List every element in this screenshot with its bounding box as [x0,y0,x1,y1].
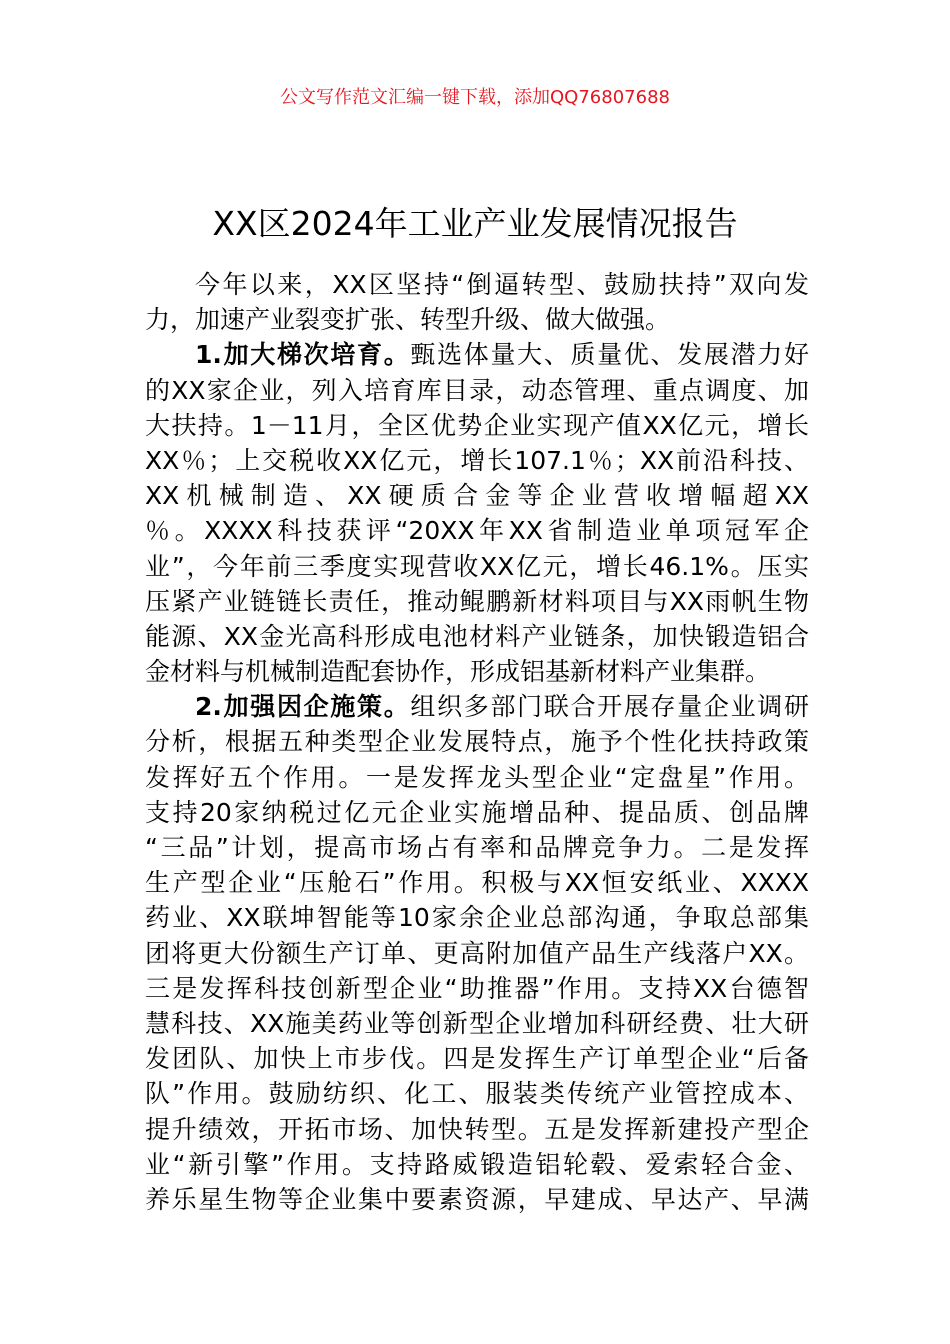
section-2-lead: 组织多部门联合开展存量企业调研 [410,692,809,722]
section-1-heading: 1.加大梯次培育。 [195,340,411,370]
text-line: 今年以来，XX区坚持“倒逼转型、鼓励扶持”双向发 [195,270,809,299]
paragraph-section-2 [145,689,809,1217]
text-line: 提升绩效，开拓市场、加快转型。五是发挥新建投产型企 [145,1114,809,1144]
watermark-banner: 公文写作范文汇编一键下载，添加QQ76807688 [280,87,670,108]
text-line: ％。XXXX科技获评“20XX年XX省制造业单项冠军企 [145,516,809,546]
paragraph-section-1 [145,337,809,689]
text-line: 队”作用。鼓励纺织、化工、服装类传统产业管控成本、 [145,1079,809,1109]
text-line: 的XX家企业，列入培育库目录，动态管理、重点调度、加 [145,375,809,405]
text-line: 慧科技、XX施美药业等创新型企业增加科研经费、壮大研 [145,1008,809,1038]
text-line: 三是发挥科技创新型企业“助推器”作用。支持XX台德智 [145,973,809,1003]
text-line: 力，加速产业裂变扩张、转型升级、做大做强。 [145,305,671,335]
text-line: 支持20家纳税过亿元企业实施增品种、提品质、创品牌 [145,797,809,827]
section-1-lead: 甄选体量大、质量优、发展潜力好 [410,340,809,370]
text-line: 压紧产业链链长责任，推动鲲鹏新材料项目与XX雨帆生物 [145,586,809,616]
text-line: 业“新引擎”作用。支持路威锻造铝轮毂、爱索轻合金、 [145,1149,809,1179]
text-line: 能源、XX金光高科形成电池材料产业链条，加快锻造铝合 [145,621,809,651]
text-line: 药业、XX联坤智能等10家余企业总部沟通，争取总部集 [145,903,809,933]
text-line: 大扶持。1－11月，全区优势企业实现产值XX亿元，增长 [145,410,809,440]
text-line: 发挥好五个作用。一是发挥龙头型企业“定盘星”作用。 [145,762,809,792]
text-line: 生产型企业“压舱石”作用。积极与XX恒安纸业、XXXX [145,868,809,898]
text-line: XX％；上交税收XX亿元，增长107.1％；XX前沿科技、 [145,445,809,475]
page-title: XX区2024年工业产业发展情况报告 [212,204,738,244]
document-body [145,267,809,1217]
text-line: 养乐星生物等企业集中要素资源，早建成、早达产、早满 [145,1184,809,1214]
section-2-heading: 2.加强因企施策。 [195,692,411,722]
paragraph-intro [145,267,809,337]
text-line: “三品”计划，提高市场占有率和品牌竞争力。二是发挥 [145,833,809,862]
text-line: 团将更大份额生产订单、更高附加值产品生产线落户XX。 [145,938,809,968]
text-line: 金材料与机械制造配套协作，形成铝基新材料产业集群。 [145,657,771,687]
text-line [145,689,809,724]
text-line: 分析，根据五种类型企业发展特点，施予个性化扶持政策 [145,727,809,757]
text-line [145,337,809,372]
text-line: XX机械制造、XX硬质合金等企业营收增幅超XX [145,481,809,511]
text-line: 发团队、加快上市步伐。四是发挥生产订单型企业“后备 [145,1044,809,1074]
text-line: 业”，今年前三季度实现营收XX亿元，增长46.1%。压实 [145,551,809,581]
